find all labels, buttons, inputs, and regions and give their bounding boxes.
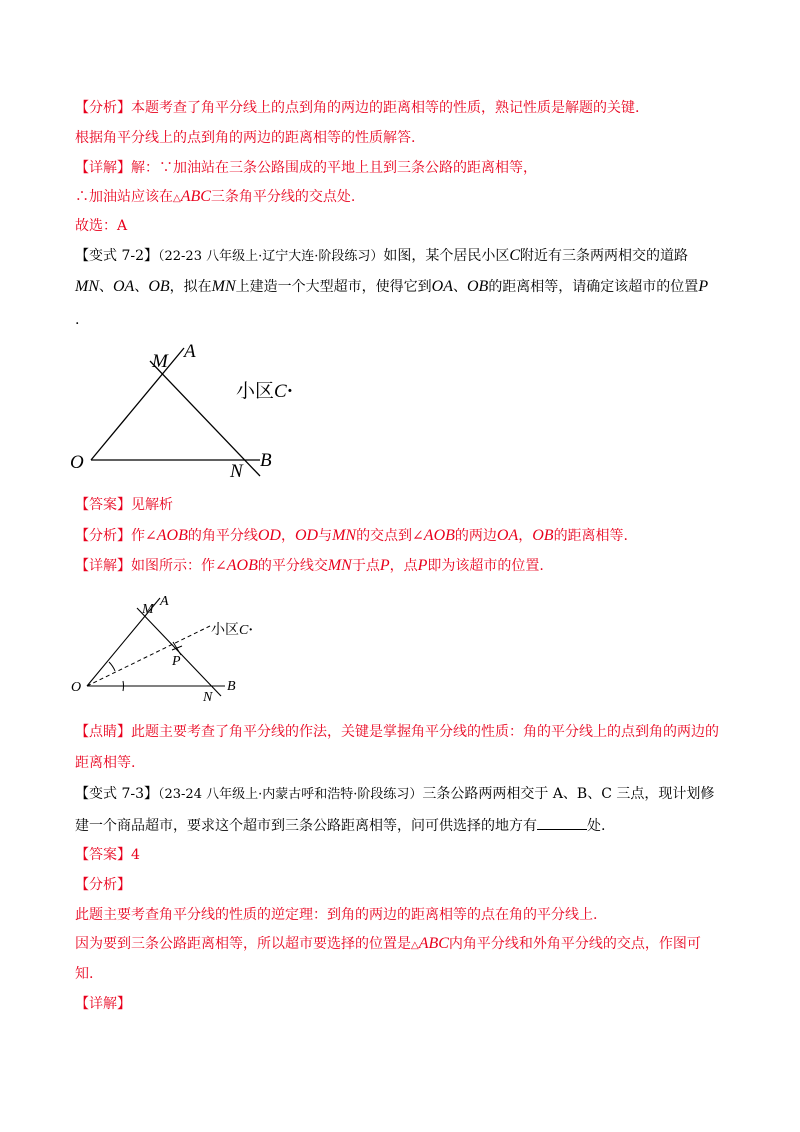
label-a: A bbox=[184, 341, 196, 362]
detail-line-2: ∴加油站应该在△ABC三条角平分线的交点处. bbox=[75, 188, 356, 205]
label-community: 小区C· bbox=[236, 381, 294, 402]
analysis-line-2: 根据角平分线上的点到角的两边的距离相等的性质解答. bbox=[75, 130, 416, 146]
label-m: M bbox=[142, 602, 154, 617]
label-p: P bbox=[172, 654, 181, 669]
tag-comment: 【点睛】 bbox=[75, 724, 131, 740]
label-o: O bbox=[71, 680, 82, 695]
segment-oa bbox=[91, 348, 184, 460]
tag-analysis: 【分析】 bbox=[75, 528, 131, 544]
figure-2-bisector-diagram bbox=[65, 590, 275, 705]
label-n: N bbox=[230, 461, 243, 482]
variant-7-2-line-1: 【变式 7-2】（22-23 八年级上·辽宁大连·阶段练习）如图，某个居民小区C附近有三条两两相交的道路 bbox=[75, 247, 689, 264]
tag-detail: 【详解】 bbox=[75, 160, 131, 176]
tag-detail: 【详解】 bbox=[75, 996, 131, 1012]
answer-line-2: 【答案】4 bbox=[75, 847, 140, 863]
analysis-line-4: 此题主要考查角平分线的性质的逆定理：到角的两边的距离相等的点在角的平分线上. bbox=[75, 907, 598, 923]
variant-7-2-line-2: MN、OA、OB，拟在MN上建造一个大型超市，使得它到OA、OB的距离相等，请确定该超市的位置P bbox=[75, 278, 709, 295]
label-b: B bbox=[227, 679, 236, 694]
tag-variant-7-3: 【变式 7-3】 bbox=[75, 786, 158, 802]
detail-line-3: 【详解】如图所示：作∠AOB的平分线交MN于点P，点P即为该超市的位置. bbox=[75, 557, 544, 574]
tag-answer: 【答案】 bbox=[75, 847, 131, 863]
analysis-line-1: 【分析】本题考查了角平分线上的点到角的两边的距离相等的性质，熟记性质是解题的关键. bbox=[75, 100, 640, 116]
variant-7-3-line-1: 【变式 7-3】（23-24 八年级上·内蒙古呼和浩特·阶段练习）三条公路两两相交于 A、B、C 三点，现计划修 bbox=[75, 786, 715, 802]
analysis-line-6: 知. bbox=[75, 966, 94, 982]
analysis-line-3: 【分析】作∠AOB的角平分线OD，OD与MN的交点到∠AOB的两边OA，OB的距离相等. bbox=[75, 527, 629, 544]
comment-line-1: 【点睛】此题主要考查了角平分线的作法，关键是掌握角平分线的性质：角的平分线上的点到角的两边的 bbox=[75, 724, 719, 740]
detail-line-1: 【详解】解：∵加油站在三条公路围成的平地上且到三条公路的距离相等， bbox=[75, 160, 537, 176]
answer-line: 【答案】见解析 bbox=[75, 497, 173, 513]
label-a: A bbox=[160, 594, 169, 609]
segment-mn bbox=[150, 361, 260, 476]
analysis-line-5: 因为要到三条公路距离相等，所以超市要选择的位置是△ABC内角平分线和外角平分线的交点，作图可 bbox=[75, 935, 701, 952]
tag-variant-7-2: 【变式 7-2】 bbox=[75, 248, 158, 264]
tag-answer: 【答案】 bbox=[75, 497, 131, 513]
arc-mark-1 bbox=[109, 662, 115, 671]
label-n: N bbox=[203, 690, 213, 705]
label-o: O bbox=[70, 452, 84, 473]
detail-heading bbox=[75, 994, 131, 1014]
tag-analysis: 【分析】 bbox=[75, 877, 131, 893]
bisector-line bbox=[87, 626, 210, 686]
tag-analysis: 【分析】 bbox=[75, 100, 131, 116]
tag-detail: 【详解】 bbox=[75, 558, 131, 574]
analysis-heading bbox=[75, 875, 131, 895]
comment-line-2: 距离相等. bbox=[75, 755, 136, 771]
variant-7-2-line-3: . bbox=[75, 312, 80, 328]
variant-7-3-line-2: 建一个商品超市，要求这个超市到三条公路距离相等，问可供选择的地方有 处. bbox=[75, 815, 605, 836]
label-community: 小区C· bbox=[211, 623, 254, 638]
label-m: M bbox=[152, 351, 168, 372]
arc-mark-2 bbox=[123, 681, 124, 691]
label-b: B bbox=[260, 450, 272, 471]
choice-line: 故选：A bbox=[75, 218, 128, 234]
figure-1-triangle-diagram bbox=[60, 335, 320, 485]
answer-blank bbox=[537, 815, 587, 830]
